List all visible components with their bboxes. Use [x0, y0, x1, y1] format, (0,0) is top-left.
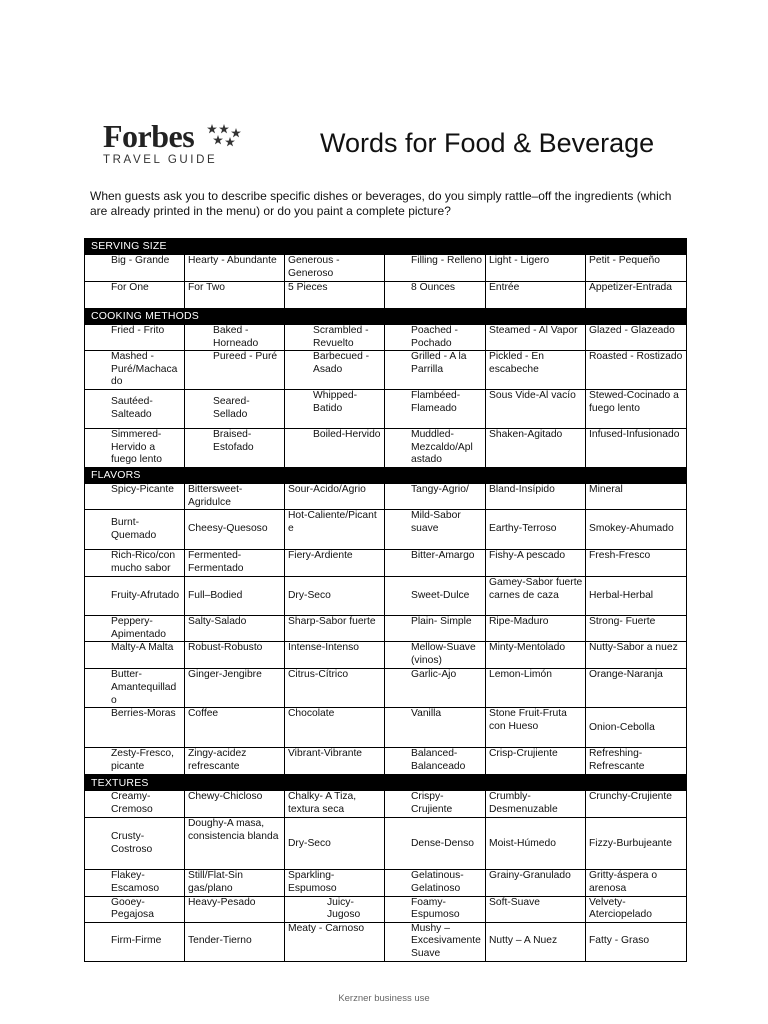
intro-paragraph: When guests ask you to describe specific dishes or beverages, do you simply rattle–off the ingredients (which are already printed in the menu) or do you paint a complete picture? — [90, 189, 672, 218]
table-cell: Coffee — [185, 708, 285, 748]
table-cell: Appetizer-Entrada — [586, 282, 687, 309]
table-cell: Fizzy-Burbujeante — [586, 818, 687, 870]
table-cell: Ginger-Jengibre — [185, 669, 285, 708]
table-cell: Hot-Caliente/Picant e — [285, 510, 385, 550]
table-cell: Fried - Frito — [85, 325, 185, 351]
table-cell: Vibrant-Vibrante — [285, 748, 385, 775]
table-cell: Gamey-Sabor fuerte carnes de caza — [486, 577, 586, 616]
section-header-textures — [85, 775, 687, 791]
table-cell: Intense-Intenso — [285, 642, 385, 669]
table-row — [85, 389, 687, 428]
forbes-travel-guide-logo — [103, 120, 243, 166]
table-cell: Tangy-Agrio/ — [385, 483, 486, 509]
table-cell: Balanced-Balanceado — [385, 748, 486, 775]
table-cell: Creamy-Cremoso — [85, 791, 185, 818]
table-row — [85, 428, 687, 467]
table-cell: Nutty – A Nuez — [486, 922, 586, 961]
table-cell: Crisp-Crujiente — [486, 748, 586, 775]
table-cell: Plain- Simple — [385, 616, 486, 642]
table-cell: Sparkling-Espumoso — [285, 870, 385, 896]
table-row — [85, 616, 687, 642]
table-row — [85, 550, 687, 577]
table-cell: Crumbly-Desmenuzable — [486, 791, 586, 818]
table-cell: Braised-Estofado — [185, 428, 285, 467]
table-row — [85, 896, 687, 922]
table-cell: Fruity-Afrutado — [85, 577, 185, 616]
table-cell: Heavy-Pesado — [185, 896, 285, 922]
table-cell: Cheesy-Quesoso — [185, 510, 285, 550]
table-cell: Berries-Moras — [85, 708, 185, 748]
table-cell: Mineral — [586, 483, 687, 509]
table-cell: Scrambled - Revuelto — [285, 325, 385, 351]
table-cell: Whipped-Batido — [285, 389, 385, 428]
table-cell: Sautéed-Salteado — [85, 389, 185, 428]
table-cell: Citrus-Cítrico — [285, 669, 385, 708]
table-cell: Lemon-Limón — [486, 669, 586, 708]
table-cell: Minty-Mentolado — [486, 642, 586, 669]
table-cell: Juicy-Jugoso — [285, 896, 385, 922]
table-row — [85, 791, 687, 818]
table-row — [85, 669, 687, 708]
table-cell: Stone Fruit-Fruta con Hueso — [486, 708, 586, 748]
section-title: SERVING SIZE — [85, 239, 687, 255]
table-cell: Chalky- A Tiza, textura seca — [285, 791, 385, 818]
table-cell: Earthy-Terroso — [486, 510, 586, 550]
section-title: COOKING METHODS — [85, 309, 687, 325]
table-row — [85, 282, 687, 309]
table-cell: Onion-Cebolla — [586, 708, 687, 748]
table-cell: Bland-Insípido — [486, 483, 586, 509]
five-stars-icon — [207, 124, 241, 150]
table-cell: Soft-Suave — [486, 896, 586, 922]
table-cell: Grilled - A la Parrilla — [385, 351, 486, 390]
table-cell: Burnt-Quemado — [85, 510, 185, 550]
table-cell: Mellow-Suave (vinos) — [385, 642, 486, 669]
table-cell: Zesty-Fresco, picante — [85, 748, 185, 775]
table-cell: Velvety-Aterciopelado — [586, 896, 687, 922]
table-cell: Stewed-Cocinado a fuego lento — [586, 389, 687, 428]
table-cell: Foamy-Espumoso — [385, 896, 486, 922]
table-cell: Flambéed-Flameado — [385, 389, 486, 428]
table-cell: For One — [85, 282, 185, 309]
table-cell: Fermented-Fermentado — [185, 550, 285, 577]
table-cell: Crispy-Crujiente — [385, 791, 486, 818]
table-row — [85, 922, 687, 961]
section-header-serving-size — [85, 239, 687, 255]
section-title: TEXTURES — [85, 775, 687, 791]
section-header-cooking-methods — [85, 309, 687, 325]
table-cell: Fiery-Ardiente — [285, 550, 385, 577]
table-cell: Doughy-A masa, consistencia blanda — [185, 818, 285, 870]
table-cell: Hearty - Abundante — [185, 255, 285, 282]
table-cell: Gelatinous-Gelatinoso — [385, 870, 486, 896]
table-cell: Poached - Pochado — [385, 325, 486, 351]
table-cell: Mushy – Excesivamente Suave — [385, 922, 486, 961]
table-cell: Rich-Rico/con mucho sabor — [85, 550, 185, 577]
table-cell: Glazed - Glazeado — [586, 325, 687, 351]
table-cell: Chocolate — [285, 708, 385, 748]
table-cell: Fatty - Graso — [586, 922, 687, 961]
table-cell: Malty-A Malta — [85, 642, 185, 669]
table-cell: Vanilla — [385, 708, 486, 748]
table-cell: Peppery-Apimentado — [85, 616, 185, 642]
table-row — [85, 255, 687, 282]
table-cell: Sour-Ácido/Agrio — [285, 483, 385, 509]
table-cell: Barbecued - Asado — [285, 351, 385, 390]
table-cell: Refreshing-Refrescante — [586, 748, 687, 775]
table-cell: Sweet-Dulce — [385, 577, 486, 616]
table-row — [85, 510, 687, 550]
table-cell: Baked - Horneado — [185, 325, 285, 351]
table-cell: Big - Grande — [85, 255, 185, 282]
table-row — [85, 483, 687, 509]
table-cell: Butter-Amantequillad o — [85, 669, 185, 708]
table-cell: Filling - Relleno — [385, 255, 486, 282]
table-cell: Crunchy-Crujiente — [586, 791, 687, 818]
table-cell: Shaken-Agitado — [486, 428, 586, 467]
table-cell: Bitter-Amargo — [385, 550, 486, 577]
table-cell: Robust-Robusto — [185, 642, 285, 669]
table-cell: Pureed - Puré — [185, 351, 285, 390]
table-cell: Mashed - Puré/Machacado — [85, 351, 185, 390]
logo-wordmark: Forbes — [103, 118, 195, 154]
table-cell: Dry-Seco — [285, 577, 385, 616]
table-cell: Seared-Sellado — [185, 389, 285, 428]
table-cell: Zingy-acidez refrescante — [185, 748, 285, 775]
table-cell: Dry-Seco — [285, 818, 385, 870]
table-row — [85, 818, 687, 870]
table-cell: Garlic-Ajo — [385, 669, 486, 708]
table-cell: Roasted - Rostizado — [586, 351, 687, 390]
table-cell: Simmered-Hervido a fuego lento — [85, 428, 185, 467]
table-cell: Ripe-Maduro — [486, 616, 586, 642]
table-cell: Sharp-Sabor fuerte — [285, 616, 385, 642]
table-cell: Muddled-Mezcaldo/Apl astado — [385, 428, 486, 467]
page-title: Words for Food & Beverage — [320, 128, 655, 158]
table-cell: Grainy-Granulado — [486, 870, 586, 896]
footer-classification: Kerzner business use — [338, 993, 430, 1004]
table-cell: Mild-Sabor suave — [385, 510, 486, 550]
table-cell: For Two — [185, 282, 285, 309]
table-cell: Steamed - Al Vapor — [486, 325, 586, 351]
table-row — [85, 642, 687, 669]
table-cell: Gooey-Pegajosa — [85, 896, 185, 922]
table-cell: Boiled-Hervido — [285, 428, 385, 467]
table-cell: Petit - Pequeño — [586, 255, 687, 282]
table-cell: Fresh-Fresco — [586, 550, 687, 577]
table-cell: Pickled - En escabeche — [486, 351, 586, 390]
table-row — [85, 325, 687, 351]
table-cell: Light - Ligero — [486, 255, 586, 282]
table-cell: Spicy-Picante — [85, 483, 185, 509]
table-row — [85, 870, 687, 896]
table-cell: 8 Ounces — [385, 282, 486, 309]
table-cell: Firm-Firme — [85, 922, 185, 961]
table-cell: Strong- Fuerte — [586, 616, 687, 642]
table-cell: Orange-Naranja — [586, 669, 687, 708]
table-cell: Infused-Infusionado — [586, 428, 687, 467]
table-row — [85, 577, 687, 616]
table-cell: Generous - Generoso — [285, 255, 385, 282]
table-cell: Still/Flat-Sin gas/plano — [185, 870, 285, 896]
table-row — [85, 708, 687, 748]
table-cell: Nutty-Sabor a nuez — [586, 642, 687, 669]
table-row — [85, 748, 687, 775]
logo-subtitle: TRAVEL GUIDE — [103, 154, 218, 166]
section-title: FLAVORS — [85, 467, 687, 483]
section-header-flavors — [85, 467, 687, 483]
vocabulary-table — [84, 238, 687, 962]
table-cell: 5 Pieces — [285, 282, 385, 309]
table-cell: Full–Bodied — [185, 577, 285, 616]
table-cell: Crusty-Costroso — [85, 818, 185, 870]
table-cell: Entrée — [486, 282, 586, 309]
table-cell: Gritty-áspera o arenosa — [586, 870, 687, 896]
table-cell: Tender-Tierno — [185, 922, 285, 961]
table-cell: Smokey-Ahumado — [586, 510, 687, 550]
table-cell: Herbal-Herbal — [586, 577, 687, 616]
table-cell: Sous Vide-Al vacío — [486, 389, 586, 428]
table-row — [85, 351, 687, 390]
table-cell: Dense-Denso — [385, 818, 486, 870]
table-cell: Meaty - Carnoso — [285, 922, 385, 961]
table-cell: Fishy-A pescado — [486, 550, 586, 577]
table-cell: Moist-Húmedo — [486, 818, 586, 870]
table-cell: Bittersweet-Agridulce — [185, 483, 285, 509]
table-cell: Salty-Salado — [185, 616, 285, 642]
table-cell: Chewy-Chicloso — [185, 791, 285, 818]
table-cell: Flakey-Escamoso — [85, 870, 185, 896]
